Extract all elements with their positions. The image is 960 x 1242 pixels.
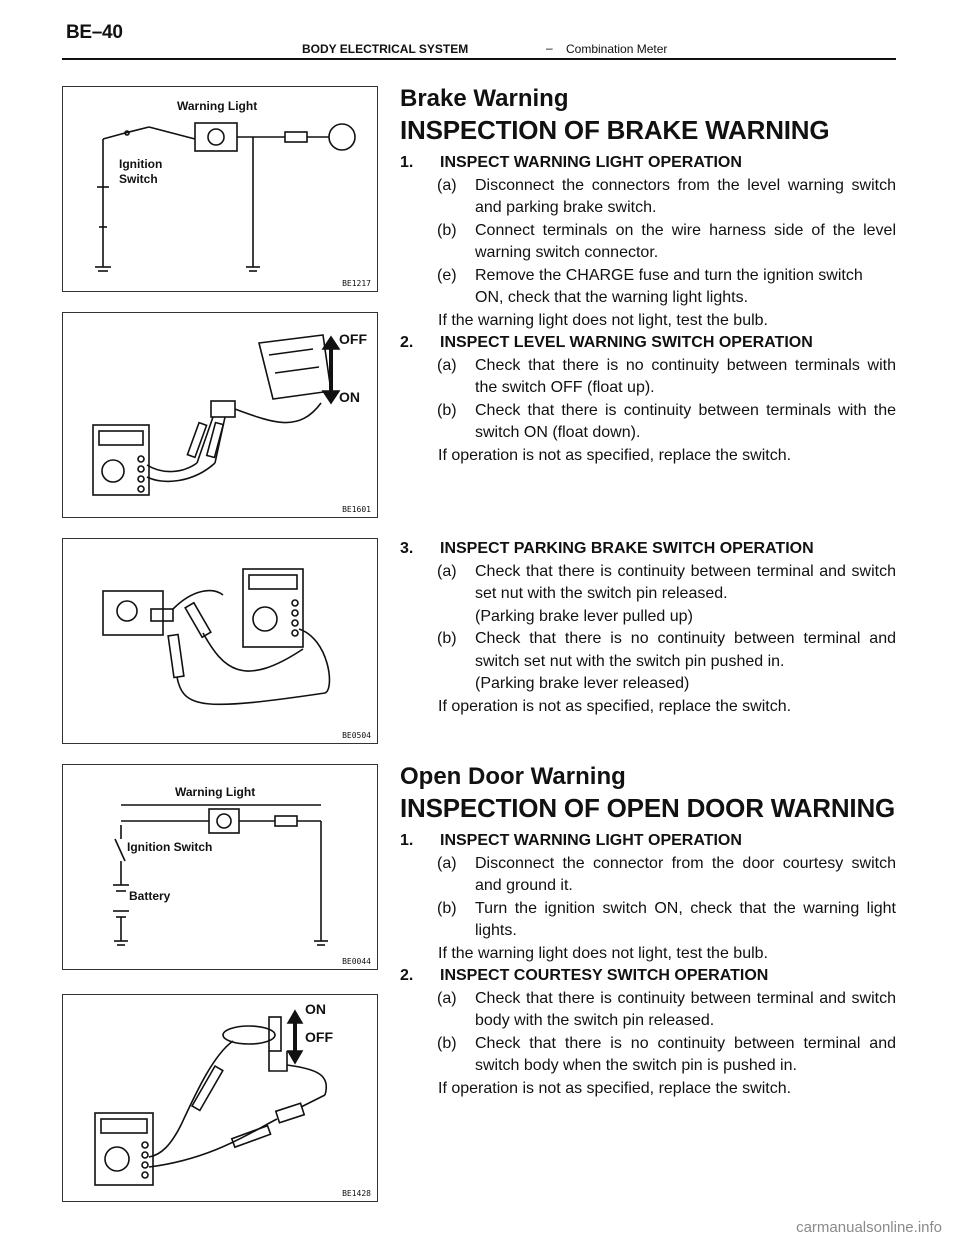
parking-brake-section: [400, 538, 896, 718]
substep-tag: (a): [437, 989, 457, 1007]
substep-tag: (a): [437, 356, 457, 374]
substep-tag: (b): [437, 221, 457, 239]
step-title: INSPECT WARNING LIGHT OPERATION: [440, 154, 742, 171]
substep: [437, 400, 896, 445]
substep-tag: (b): [437, 1034, 457, 1052]
step-heading: [400, 538, 896, 561]
step-title: INSPECT LEVEL WARNING SWITCH OPERATION: [440, 334, 813, 351]
brake-circuit-diagram: [63, 87, 378, 292]
substep-tag: (a): [437, 854, 457, 872]
substep-text: Check that there is no continuity between terminal and switch body when the switch pin is pushed in.: [475, 1034, 896, 1074]
substep: [437, 175, 896, 220]
figure-code: BE1428: [342, 1189, 371, 1198]
courtesy-switch-diagram: [63, 995, 378, 1202]
step-number: 1.: [400, 832, 414, 849]
page-number: BE–40: [66, 22, 123, 43]
step-note: If the warning light does not light, test the bulb.: [438, 944, 768, 962]
substep-text: Disconnect the connectors from the level warning switch and parking brake switch.: [475, 176, 896, 216]
header-topic: Combination Meter: [566, 42, 668, 56]
label-on: ON: [339, 389, 360, 405]
step-note: If the warning light does not light, test the bulb.: [438, 311, 768, 329]
label-switch: Switch: [119, 172, 158, 186]
substep: [437, 265, 896, 310]
figure-level-warning-switch: [62, 312, 378, 518]
running-header: [62, 40, 896, 56]
substep: [437, 1033, 896, 1078]
substep-tag: (a): [437, 562, 457, 580]
section-title: Open Door Warning: [400, 763, 626, 790]
step-heading: [400, 332, 896, 355]
label-warning-light: Warning Light: [177, 99, 258, 113]
label-ignition-switch: Ignition Switch: [127, 840, 213, 854]
substep: [437, 853, 896, 898]
substep-text: Connect terminals on the wire harness side of the level warning switch connector.: [475, 221, 896, 261]
step-number: 2.: [400, 967, 414, 984]
open-door-section: [400, 762, 896, 1100]
substep-body: [475, 628, 896, 696]
header-section: BODY ELECTRICAL SYSTEM: [302, 42, 469, 56]
step-note: If operation is not as specified, replace the switch.: [438, 697, 792, 715]
step-note: If operation is not as specified, replace the switch.: [438, 446, 792, 464]
header-rule: [62, 58, 896, 60]
label-off: OFF: [339, 331, 367, 347]
step-title: INSPECT COURTESY SWITCH OPERATION: [440, 967, 769, 984]
step-number: 2.: [400, 334, 414, 351]
substep-text: Check that there is no continuity between terminals with the switch OFF (float up).: [475, 356, 896, 396]
step-title: INSPECT PARKING BRAKE SWITCH OPERATION: [440, 540, 814, 557]
substep: [437, 988, 896, 1033]
section-heading: INSPECTION OF OPEN DOOR WARNING: [400, 793, 896, 823]
substep: [437, 628, 896, 696]
substep-tag: (a): [437, 176, 457, 194]
step-heading: [400, 965, 896, 988]
substep-tag: (e): [437, 266, 457, 284]
substep-text: Check that there is no continuity between terminal and switch set nut with the switch pin pushed in.: [475, 630, 896, 670]
substep: [437, 355, 896, 400]
substep-text: Check that there is continuity between terminals with the switch ON (float down).: [475, 401, 896, 441]
substep-tag: (b): [437, 401, 457, 419]
figure-code: BE1217: [342, 279, 371, 288]
substep-text: Disconnect the connector from the door courtesy switch and ground it.: [475, 854, 896, 894]
substep-text: Turn the ignition switch ON, check that the warning light lights.: [475, 899, 896, 939]
figure-parking-brake-switch: [62, 538, 378, 744]
substep-text: Check that there is continuity between terminal and switch set nut with the switch pin released.: [475, 562, 896, 602]
brake-warning-section: [400, 84, 896, 467]
figure-code: BE0504: [342, 731, 371, 740]
substep-body: [475, 265, 896, 310]
label-on: ON: [305, 1001, 326, 1017]
figure-courtesy-switch: [62, 994, 378, 1202]
label-warning-light: Warning Light: [175, 785, 256, 799]
step-heading: [400, 152, 896, 175]
substep-condition: (Parking brake lever pulled up): [475, 607, 693, 625]
step-title: INSPECT WARNING LIGHT OPERATION: [440, 832, 742, 849]
substep-tag: (b): [437, 899, 457, 917]
substep-text: Check that there is continuity between terminal and switch body with the switch pin released.: [475, 989, 896, 1029]
step-note: If operation is not as specified, replace the switch.: [438, 1079, 792, 1097]
figure-code: BE1601: [342, 505, 371, 514]
figure-code: BE0044: [342, 957, 371, 966]
substep-text: ON, check that the warning light lights.: [475, 289, 749, 306]
label-ignition: Ignition: [119, 157, 163, 171]
substep: [437, 220, 896, 265]
label-off: OFF: [305, 1029, 333, 1045]
section-heading: INSPECTION OF BRAKE WARNING: [400, 115, 830, 145]
watermark: carmanualsonline.info: [796, 1219, 942, 1236]
substep-condition: (Parking brake lever released): [475, 675, 690, 692]
substep-text: Remove the CHARGE fuse and turn the ignition switch: [475, 266, 863, 284]
section-title: Brake Warning: [400, 85, 569, 112]
step-number: 1.: [400, 154, 414, 171]
substep-body: [475, 561, 896, 629]
level-switch-diagram: [63, 313, 378, 518]
substep: [437, 898, 896, 943]
figure-brake-warning-circuit: [62, 86, 378, 292]
figure-open-door-circuit: [62, 764, 378, 970]
step-number: 3.: [400, 540, 414, 557]
step-heading: [400, 830, 896, 853]
substep-tag: (b): [437, 630, 457, 647]
substep: [437, 561, 896, 629]
label-battery: Battery: [129, 889, 171, 903]
header-separator: –: [546, 41, 553, 55]
parking-switch-diagram: [63, 539, 378, 744]
